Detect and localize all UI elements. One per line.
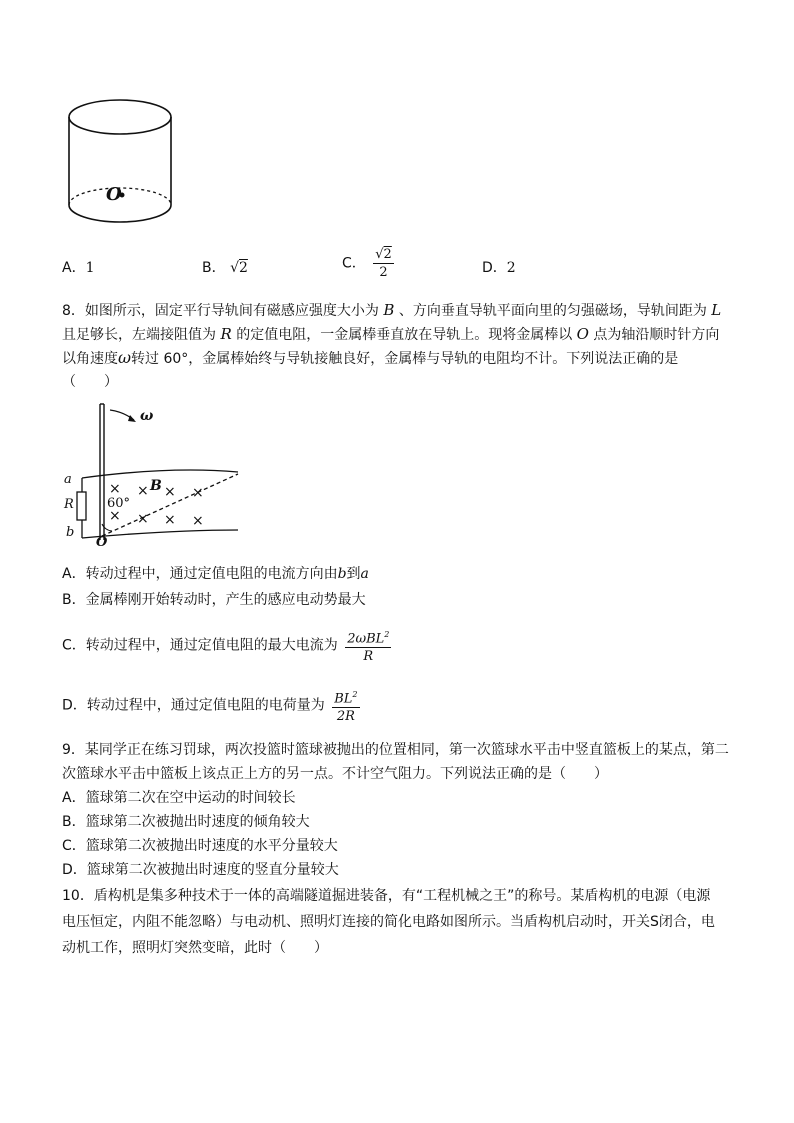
q7-option-c-fraction: $\frac{√2}{2}$ xyxy=(375,247,392,280)
q8-option-d: D．转动过程中，通过定值电阻的电荷量为 $\frac{BL^2}{2R}$ xyxy=(62,686,360,725)
sqrt-symbol: √2 xyxy=(230,260,248,276)
fig-O-label: O xyxy=(96,535,108,550)
fig-omega-label: ω xyxy=(140,408,154,424)
q8-option-c: C．转动过程中，通过定值电阻的最大电流为 $\frac{2\omega BL^2}{R}$ xyxy=(62,626,391,665)
q8-stem-line3: 以角速度ω转过 60°，金属棒始终与导轨接触良好，金属棒与导轨的电阻均不计。下列说法正确的是 xyxy=(62,348,679,367)
field-cross: × xyxy=(109,508,121,524)
field-cross: × xyxy=(164,512,176,528)
fig-R-label: R xyxy=(64,497,74,512)
q7-option-d: D．2 xyxy=(482,260,516,276)
field-cross: × xyxy=(137,511,149,527)
cylinder-bottom-front xyxy=(69,205,171,222)
fig-a-label: a xyxy=(64,472,72,487)
q9-option-b: B．篮球第二次被抛出时速度的倾角较大 xyxy=(62,814,310,830)
q8-option-a: A．转动过程中，通过定值电阻的电流方向由b到a xyxy=(62,566,369,582)
q10-stem-line1: 10．盾构机是集多种技术于一体的高端隧道掘进装备，有“工程机械之王”的称号。某盾构机的电源（电源 xyxy=(62,888,711,904)
q9-option-a: A．篮球第二次在空中运动的时间较长 xyxy=(62,790,296,806)
cylinder-top-ellipse xyxy=(69,100,171,134)
q10-stem-line2: 电压恒定，内阻不能忽略）与电动机、照明灯连接的简化电路如图所示。当盾构机启动时，开关S闭合，电 xyxy=(62,914,715,930)
fig-b-label: b xyxy=(66,525,75,540)
field-cross: × xyxy=(164,484,176,500)
q7-option-a: A．1 xyxy=(62,260,95,276)
q8-stem-line2: 且足够长，左端接阻值为 R 的定值电阻，一金属棒垂直放在导轨上。现将金属棒以 O 点为轴沿顺时针方向 xyxy=(62,325,720,343)
q10-stem-line3: 动机工作，照明灯突然变暗，此时（ ） xyxy=(62,940,328,956)
q8-rail-figure xyxy=(60,400,250,550)
q7-option-c: C． $\frac{√2}{2}$ xyxy=(342,247,392,280)
q9-stem-line1: 9．某同学正在练习罚球，两次投篮时篮球被抛出的位置相同，第一次篮球水平击中竖直篮板上的某点，第二 xyxy=(62,742,729,758)
q8-stem-line1: 8．如图所示，固定平行导轨间有磁感应强度大小为 B 、方向垂直导轨平面向里的匀强磁场，导轨间距为 L xyxy=(62,301,722,319)
field-cross: × xyxy=(192,513,204,529)
q9-stem-line2: 次篮球水平击中篮板上该点正上方的另一点。不计空气阻力。下列说法正确的是（ ） xyxy=(62,766,608,782)
resistor xyxy=(77,492,86,520)
q8-option-c-fraction: $\frac{2\omega BL^2}{R}$ xyxy=(345,626,391,665)
q8-option-d-fraction: $\frac{BL^2}{2R}$ xyxy=(332,686,359,725)
fig-angle-label: 60° xyxy=(107,496,131,511)
field-cross: × xyxy=(109,481,121,497)
q8-option-b: B．金属棒刚开始转动时，产生的感应电动势最大 xyxy=(62,592,366,608)
q9-option-d: D．篮球第二次被抛出时速度的竖直分量较大 xyxy=(62,862,339,878)
q8-answer-paren: （ ） xyxy=(62,374,118,390)
field-cross: × xyxy=(192,485,204,501)
q9-option-c: C．篮球第二次被抛出时速度的水平分量较大 xyxy=(62,838,338,854)
fig-B-label: B xyxy=(150,478,162,494)
field-cross: × xyxy=(137,483,149,499)
q7-option-b: B． √2 xyxy=(202,260,248,276)
upper-rail xyxy=(82,470,238,478)
cylinder-center-label: O xyxy=(106,184,122,205)
cylinder-figure xyxy=(62,95,182,235)
